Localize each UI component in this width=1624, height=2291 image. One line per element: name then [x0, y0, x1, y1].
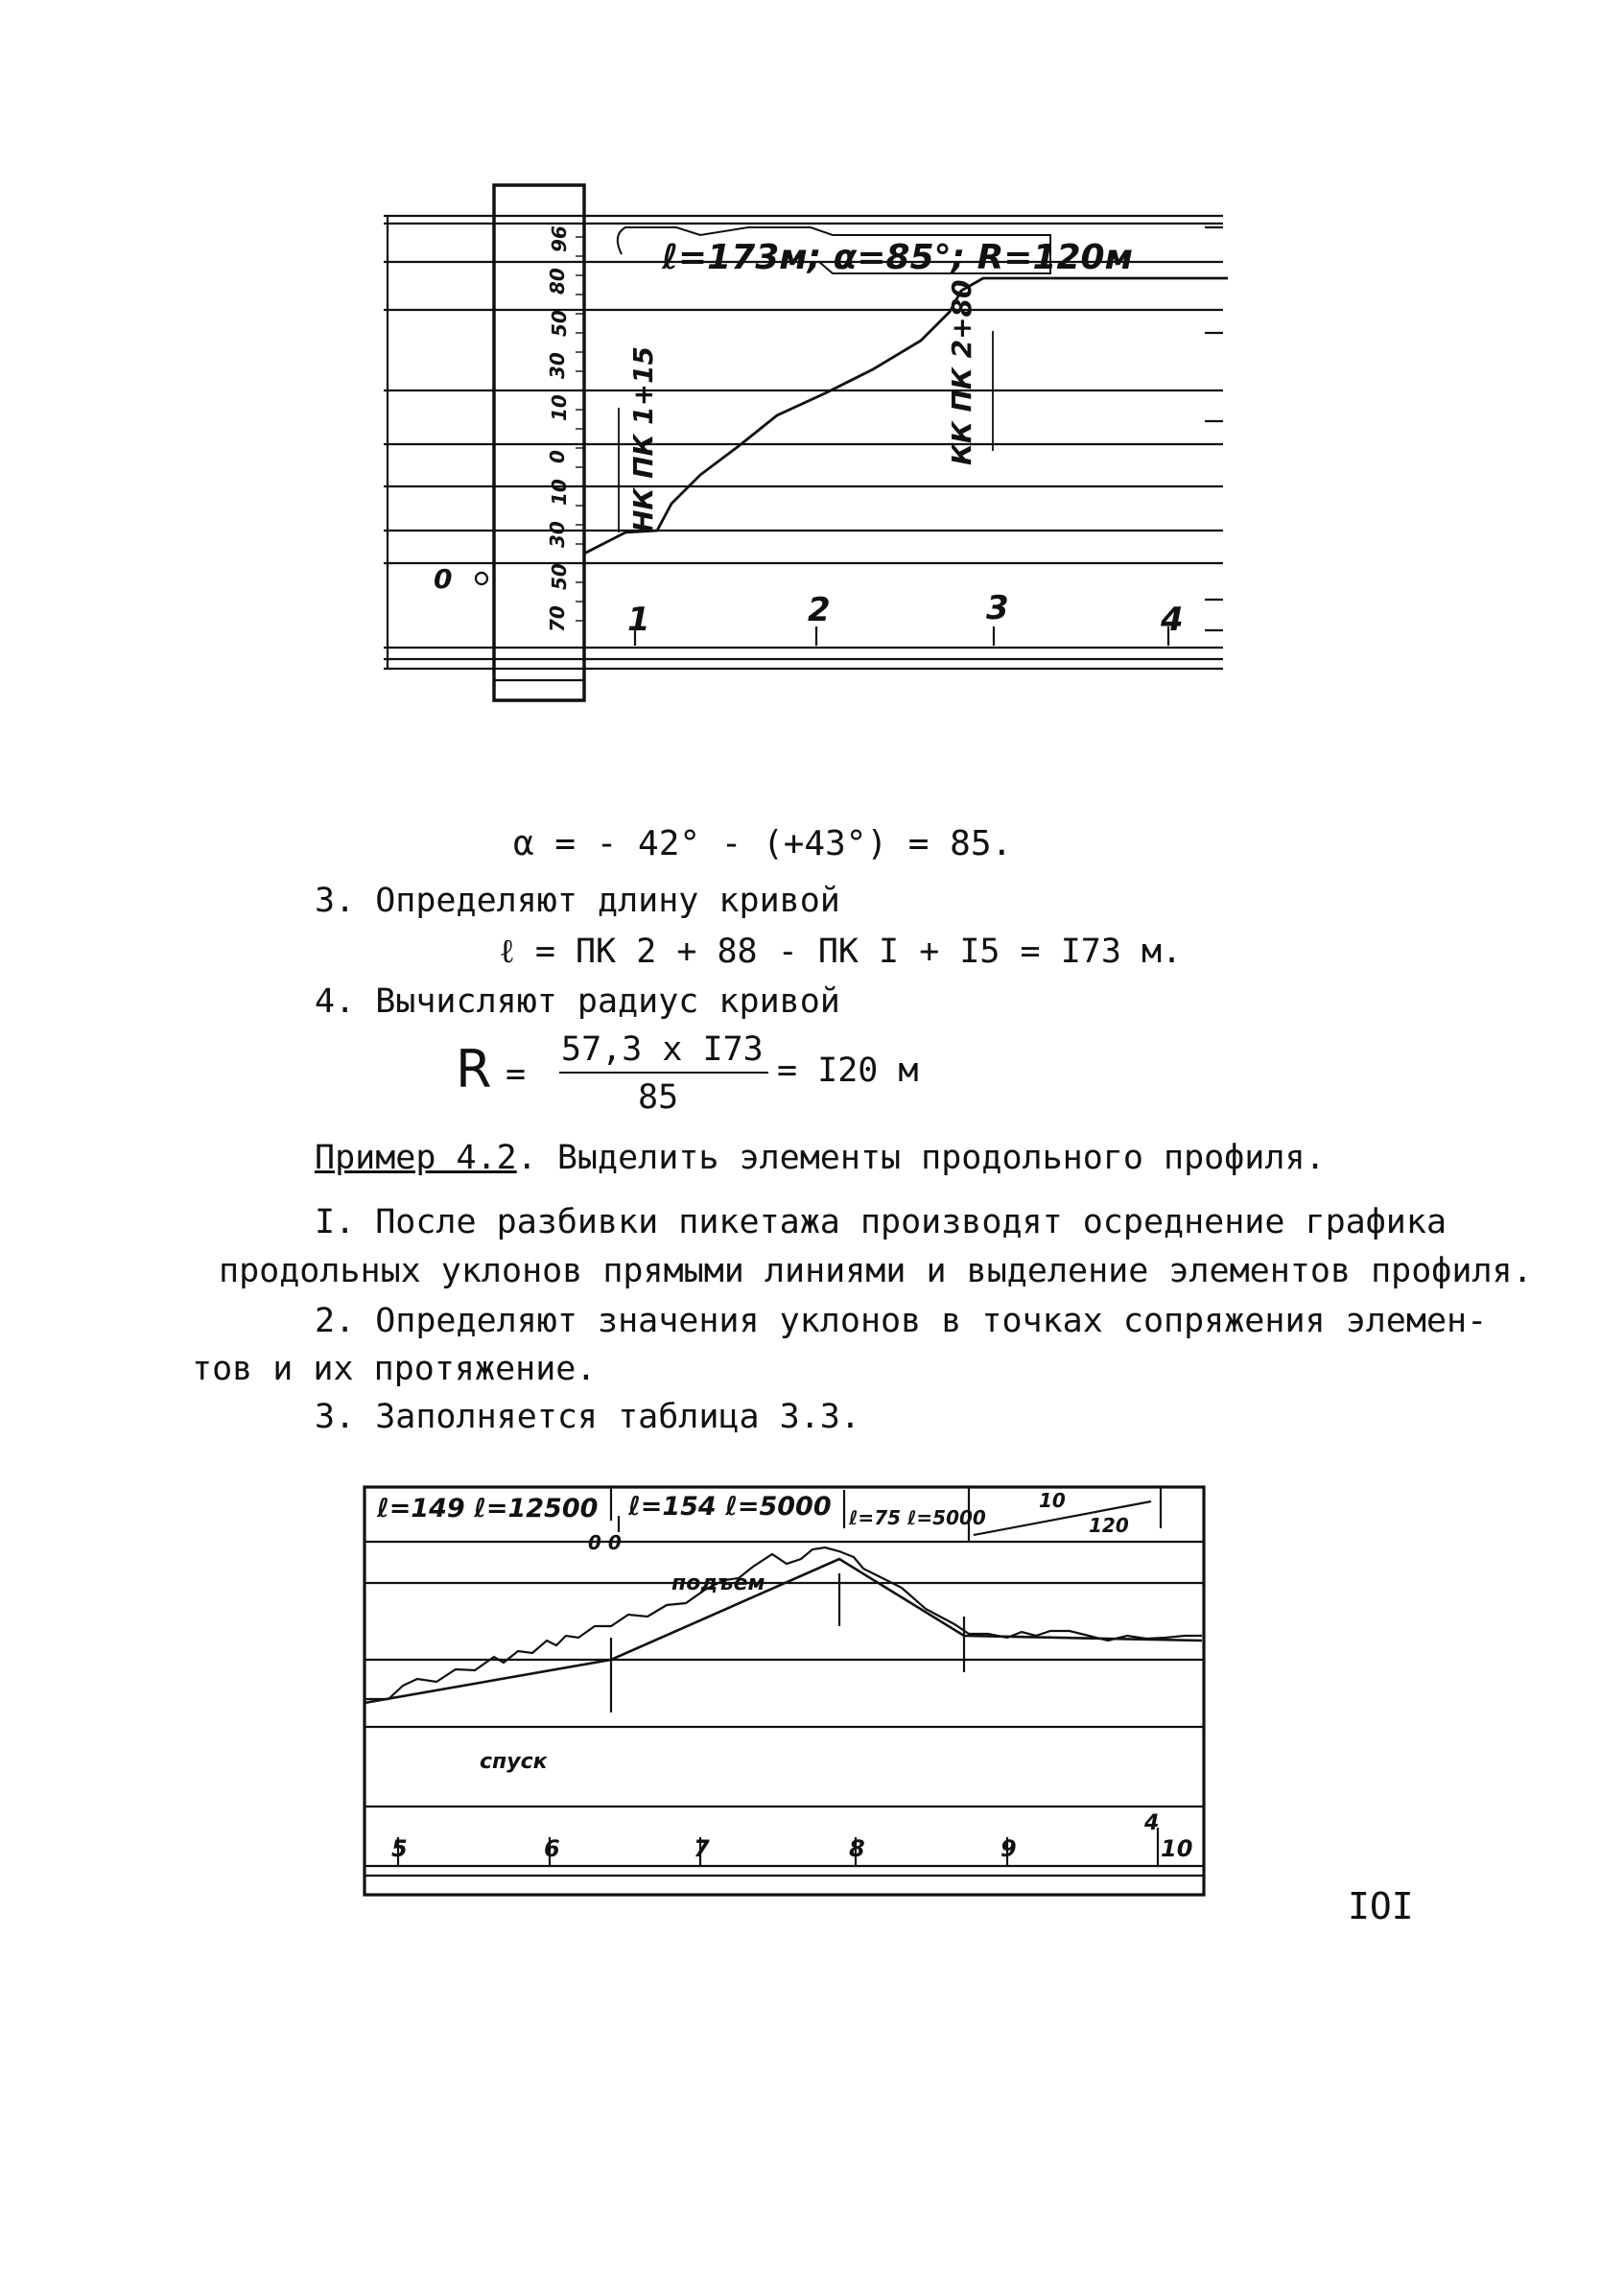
picket-numbers: [391, 1811, 1192, 1862]
kk-pk-label: КК ПК 2+80: [946, 279, 977, 465]
rise-label: подъем: [671, 1571, 765, 1595]
axis-ticks: [627, 589, 1184, 639]
page-number: IOI: [1348, 1885, 1414, 1927]
ruler-scale-number: 50: [548, 563, 571, 590]
curve-params-label: ℓ=173м; α=85°; R=120м: [662, 238, 1134, 277]
picket-number: 10: [1161, 1835, 1193, 1862]
example-heading: [315, 1139, 1326, 1177]
axis-tick: 2: [808, 591, 831, 629]
profile-diagram: [360, 1482, 1213, 1904]
axis-tick: 4: [1161, 601, 1184, 639]
ruler-scale-number: 10: [548, 394, 571, 421]
curve-diagram: [374, 177, 1228, 710]
radius-symbol: R: [456, 1039, 492, 1099]
paragraph-3: 3. Заполняется таблица 3.3.: [315, 1398, 860, 1436]
example-label: Пример 4.2: [315, 1139, 517, 1177]
picket-number: 6: [544, 1835, 560, 1862]
radius-denominator: 85: [638, 1078, 679, 1117]
slope-top-label: 10: [1039, 1489, 1066, 1512]
radius-formula: [456, 1031, 935, 1118]
picket-number: 9: [1000, 1835, 1017, 1862]
radius-result: = I20 м: [777, 1051, 919, 1090]
fall-label: спуск: [480, 1750, 548, 1774]
length-formula: ℓ = ПК 2 + 88 - ПК I + I5 = I73 м.: [499, 933, 1183, 971]
axis-tick: 1: [627, 601, 650, 639]
paragraph-2-line-1: 2. Определяют значения уклонов в точках сопряжения элемен-: [315, 1302, 1488, 1340]
zero-marks: 0 0: [588, 1531, 622, 1554]
ruler-scale-number: 30: [546, 521, 569, 548]
ruler-scale-number: 96: [548, 225, 571, 252]
picket-number: 8: [849, 1835, 865, 1862]
radius-equals: =: [506, 1055, 527, 1094]
ruler-scale: [546, 225, 571, 632]
ruler-scale-number: 80: [546, 268, 569, 295]
picket-number: 5: [391, 1835, 408, 1862]
example-title: . Выделить элементы продольного профиля.: [516, 1139, 1326, 1177]
ruler-scale-number: 70: [546, 605, 569, 632]
profile-average-line: [365, 1559, 1202, 1703]
ruler-scale-number: 50: [548, 310, 571, 337]
alpha-formula: α = - 42° - (+43°) = 85.: [513, 824, 1013, 863]
end-mark: 4: [1144, 1811, 1160, 1835]
nk-pk-label: НК ПК 1+15: [627, 345, 659, 532]
profile-actual-line: [365, 1547, 1202, 1699]
ruler-scale-number: 0: [546, 450, 569, 463]
slope-bottom-label: 120: [1089, 1514, 1129, 1537]
ruler-scale-number: 30: [546, 352, 569, 379]
radius-numerator: 57,3 x I73: [561, 1030, 764, 1069]
paragraph-1-line-2: продольных уклонов прямыми линиями и выделение элементов профиля.: [219, 1252, 1533, 1290]
fraction-bar: [559, 1072, 768, 1074]
ruler-scale-number: 10: [548, 479, 571, 506]
paragraph-2-line-2: тов и их протяжение.: [192, 1350, 597, 1388]
header-segment-2: ℓ=154 ℓ=5000: [628, 1492, 832, 1522]
curve-line: [584, 278, 1228, 554]
zero-mark: 0: [434, 563, 453, 595]
header-segment-3: ℓ=75 ℓ=5000: [849, 1506, 986, 1529]
picket-number: 7: [694, 1835, 710, 1862]
header-segment-1: ℓ=149 ℓ=12500: [377, 1494, 599, 1523]
step4-text: 4. Вычисляют радиус кривой: [315, 982, 840, 1021]
axis-tick: 3: [986, 589, 1009, 627]
paragraph-1-line-1: I. После разбивки пикетажа производят осреднение графика: [315, 1203, 1447, 1241]
step3-text: 3. Определяют длину кривой: [315, 882, 840, 920]
